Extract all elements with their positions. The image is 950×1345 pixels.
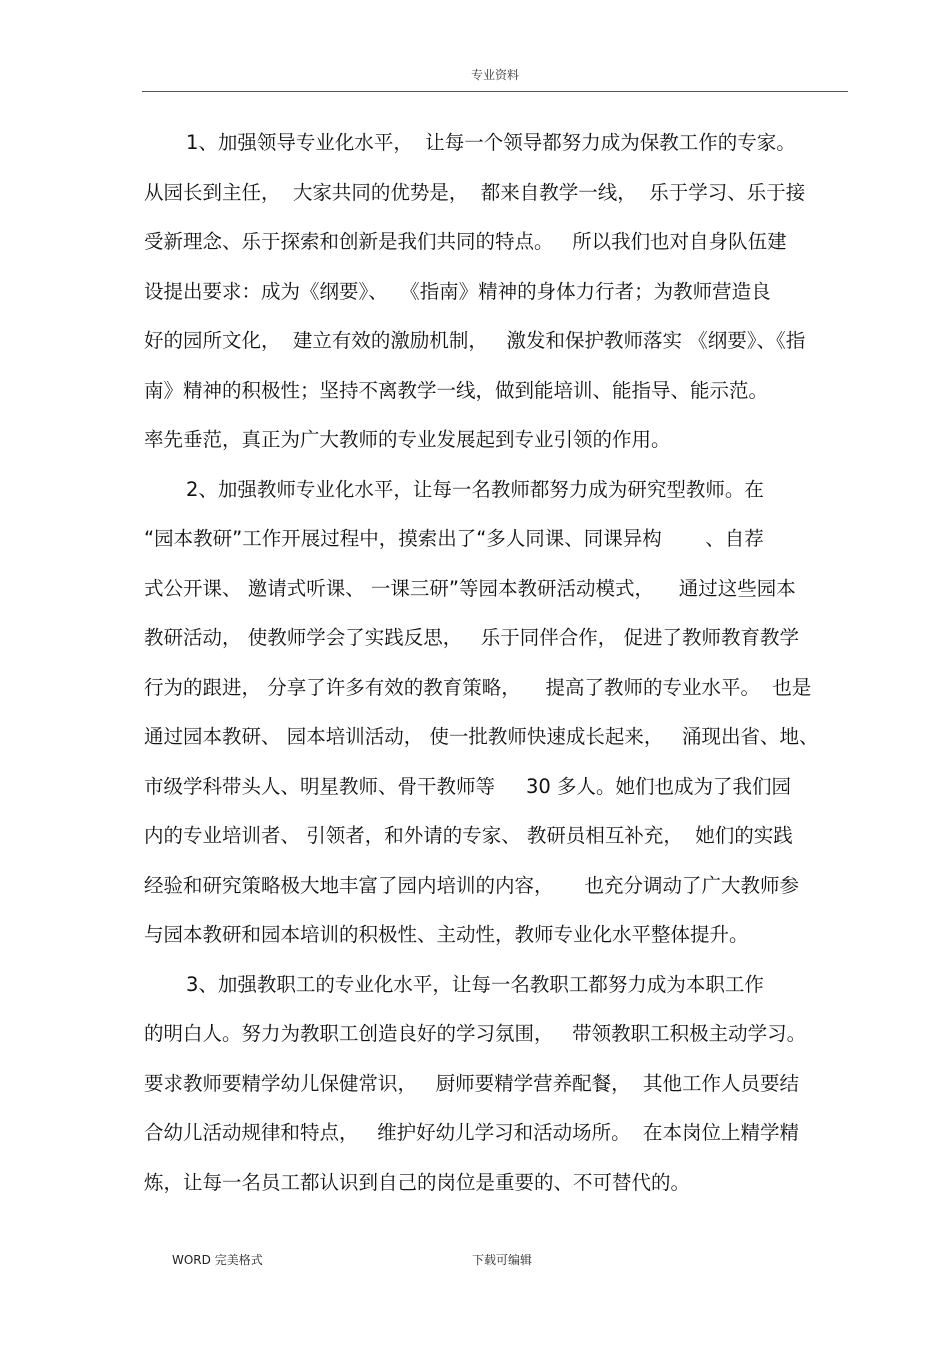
text-line: 1、加强领导专业化水平， 让每一个领导都努力成为保教工作的专家。 <box>186 131 796 154</box>
page-header-title: 专业资料 <box>470 68 519 82</box>
text-line: 式公开课、 邀请式听课、 一课三研”等园本教研活动模式， 通过这些园本 <box>144 576 796 600</box>
text-line: 经验和研究策略极大地丰富了园内培训的内容， 也充分调动了广大教师参 <box>144 873 799 897</box>
text-line: 炼，让每一名员工都认识到自己的岗位是重要的、不可替代的。 <box>144 1170 691 1194</box>
footer-download-note: 下载可编辑 <box>472 1253 533 1267</box>
text-line: 的明白人。努力为教职工创造良好的学习氛围， 带领教职工积极主动学习。 <box>144 1022 807 1045</box>
text-line: 南》精神的积极性；坚持不离教学一线，做到能培训、能指导、能示范。 <box>144 378 769 402</box>
header-divider <box>142 91 848 92</box>
text-line: 3、加强教职工的专业化水平，让每一名教职工都努力成为本职工作 <box>186 972 764 996</box>
text-line: 受新理念、乐于探索和创新是我们共同的特点。 所以我们也对自身队伍建 <box>144 230 787 253</box>
text-line: 设提出要求：成为《纲要》、 《指南》精神的身体力行者；为教师营造良 <box>144 279 771 303</box>
text-line: 好的园所文化， 建立有效的激励机制， 激发和保护教师落实 《纲要》、《指 <box>144 329 806 352</box>
document-body <box>144 118 844 1207</box>
footer-format-note: WORD 完美格式 <box>172 1253 263 1267</box>
text-line: 内的专业培训者、 引领者，和外请的专家、 教研员相互补充， 她们的实践 <box>144 824 793 847</box>
text-line: 行为的跟进， 分享了许多有效的教育策略， 提高了教师的专业水平。 也是 <box>144 675 812 699</box>
text-line: 从园长到主任， 大家共同的优势是， 都来自教学一线， 乐于学习、乐于接 <box>144 180 806 204</box>
text-line: 通过园本教研、 园本培训活动， 使一批教师快速成长起来， 涌现出省、地、 <box>144 725 819 748</box>
text-line: “园本教研”工作开展过程中，摸索出了“多人同课、同课异构 、自荐 <box>144 527 764 550</box>
text-line: 率先垂范，真正为广大教师的专业发展起到专业引领的作用。 <box>144 428 671 451</box>
text-line: 市级学科带头人、明星教师、骨干教师等 30 多人。她们也成为了我们园 <box>144 774 792 798</box>
text-line: 教研活动， 使教师学会了实践反思， 乐于同伴合作， 促进了教师教育教学 <box>144 626 799 649</box>
text-line: 合幼儿活动规律和特点， 维护好幼儿学习和活动场所。 在本岗位上精学精 <box>144 1121 799 1144</box>
text-line: 要求教师要精学幼儿保健常识， 厨师要精学营养配餐， 其他工作人员要结 <box>144 1071 799 1095</box>
text-line: 2、加强教师专业化水平，让每一名教师都努力成为研究型教师。在 <box>186 477 764 501</box>
text-line: 与园本教研和园本培训的积极性、主动性，教师专业化水平整体提升。 <box>144 923 749 946</box>
